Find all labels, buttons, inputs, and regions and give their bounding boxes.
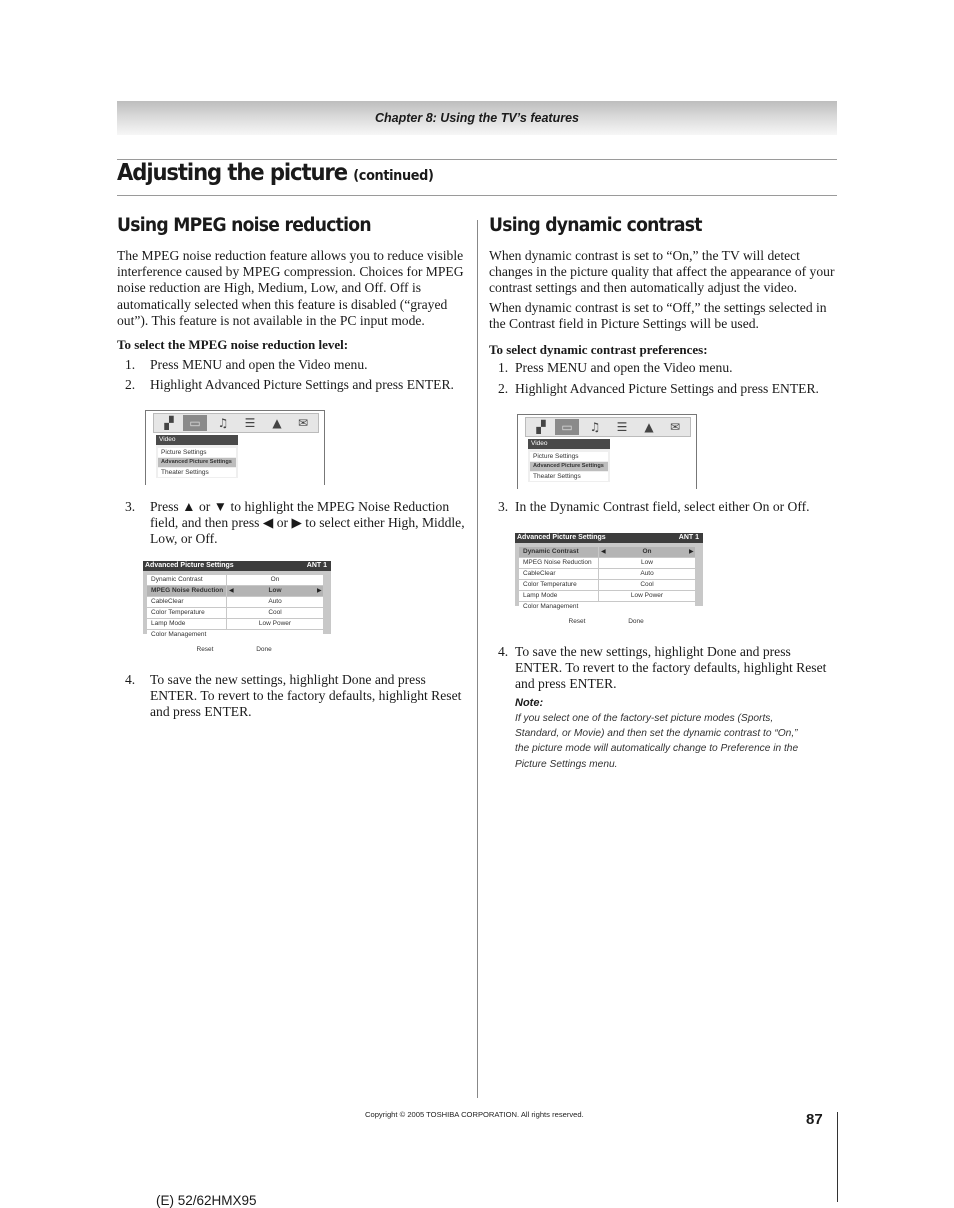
column-divider: [477, 220, 478, 1098]
chapter-header: [117, 101, 837, 135]
right-arrow-icon: ▶: [317, 588, 322, 594]
row-color-temperature: Color Temperature Cool: [147, 608, 323, 618]
page-title: Adjusting the picture (continued): [117, 160, 434, 186]
mpeg-step-2: 2. Highlight Advanced Picture Settings and press ENTER.: [125, 377, 454, 392]
page-number: 87: [806, 1111, 823, 1128]
note-label: Note:: [515, 697, 544, 709]
menu-item-picture-settings: Picture Settings: [530, 452, 608, 461]
row-dynamic-contrast: Dynamic Contrast On ◀ ▶: [519, 547, 695, 557]
dc-step-1: 1. Press MENU and open the Video menu.: [498, 360, 733, 375]
dc-step-3: 3. In the Dynamic Contrast field, select either On or Off.: [498, 499, 810, 514]
applications-icon: ✉: [669, 420, 681, 434]
row-mpeg-noise-reduction: MPEG Noise Reduction Low: [519, 558, 695, 568]
row-mpeg-noise-reduction: MPEG Noise Reduction Low ◀ ▶: [147, 586, 323, 596]
row-color-management: Color Management: [519, 602, 695, 612]
video-icon: ▭: [183, 415, 207, 431]
row-cableclear: CableClear Auto: [147, 597, 323, 607]
video-menu-title: Video: [528, 439, 610, 449]
mpeg-subhead: To select the MPEG noise reduction level:: [117, 337, 349, 352]
dynamic-contrast-intro-1: When dynamic contrast is set to “On,” the TV will detect changes in the picture quality that affect the appearance of your contrast settings and then automatically adjust the video.: [489, 248, 835, 296]
input-icon: ▞: [164, 416, 174, 430]
input-icon: ▞: [536, 420, 546, 434]
video-menu-list: [156, 445, 238, 478]
mpeg-step-3: 3. Press ▲ or ▼ to highlight the MPEG Noise Reduction field, and then press ◀ or ▶ to select either High, Middle, Low, or Off.: [125, 499, 465, 547]
menu-item-advanced-picture-settings: Advanced Picture Settings: [158, 458, 236, 467]
menu-item-theater-settings: Theater Settings: [158, 468, 236, 477]
dynamic-contrast-intro-2: When dynamic contrast is set to “Off,” the settings selected in the Contrast field in Picture Settings will be used.: [489, 300, 827, 332]
row-lamp-mode: Lamp Mode Low Power: [147, 619, 323, 629]
video-menu-screenshot: [145, 410, 325, 485]
right-arrow-icon: ▶: [689, 549, 694, 555]
page-edge-line: [837, 1112, 838, 1202]
menu-item-advanced-picture-settings: Advanced Picture Settings: [530, 462, 608, 471]
menu-icon-bar: [153, 413, 319, 433]
continued-label: (continued): [353, 168, 434, 184]
adv-settings-screenshot-dc: [515, 533, 703, 625]
menu-icon-bar: [525, 417, 691, 437]
row-dynamic-contrast: Dynamic Contrast On: [147, 575, 323, 585]
menu-item-theater-settings: Theater Settings: [530, 472, 608, 481]
video-icon: ▭: [555, 419, 579, 435]
audio-icon: ♫: [589, 420, 601, 434]
menu-item-picture-settings: Picture Settings: [158, 448, 236, 457]
lock-icon: ▲: [272, 416, 282, 430]
setup-icon: ☰: [616, 420, 628, 434]
reset-button: Reset: [558, 617, 596, 627]
copyright: Copyright © 2005 TOSHIBA CORPORATION. All rights reserved.: [365, 1110, 584, 1119]
done-button: Done: [617, 617, 655, 627]
video-menu-screenshot-2: [517, 414, 697, 489]
row-lamp-mode: Lamp Mode Low Power: [519, 591, 695, 601]
note-text: If you select one of the factory-set picture modes (Sports, Standard, or Movie) and then set the dynamic contrast to “On,” the picture mode will automatically change to Preference in the Picture Settings menu.: [515, 713, 799, 770]
chapter-title: Chapter 8: Using the TV’s features: [375, 111, 579, 125]
mpeg-heading: Using MPEG noise reduction: [117, 215, 371, 236]
row-color-temperature: Color Temperature Cool: [519, 580, 695, 590]
video-menu-title: Video: [156, 435, 238, 445]
applications-icon: ✉: [297, 416, 309, 430]
adv-settings-screenshot-mpeg: [143, 561, 331, 653]
title-rule-bottom: [117, 195, 837, 196]
reset-button: Reset: [186, 645, 224, 655]
mpeg-intro: The MPEG noise reduction feature allows you to reduce visible interference caused by MPEG compression. Choices for MPEG noise reduction are High, Medium, Low, and Off. Off is automatically selected when this feature is disabled (“grayed out”). This feature is not available in the PC input mode.: [117, 248, 464, 328]
dynamic-contrast-subhead: To select dynamic contrast preferences:: [489, 342, 708, 357]
setup-icon: ☰: [244, 416, 256, 430]
done-button: Done: [245, 645, 283, 655]
audio-icon: ♫: [217, 416, 229, 430]
dc-step-4: 4. To save the new settings, highlight Done and press ENTER. To revert to the factory defaults, highlight Reset and press ENTER.: [498, 644, 827, 692]
video-menu-list: [528, 449, 610, 482]
left-arrow-icon: ◀: [601, 549, 606, 555]
mpeg-step-4: 4. To save the new settings, highlight Done and press ENTER. To revert to the factory defaults, highlight Reset and press ENTER.: [125, 672, 462, 720]
row-color-management: Color Management: [147, 630, 323, 640]
row-cableclear: CableClear Auto: [519, 569, 695, 579]
model-number: (E) 52/62HMX95: [156, 1193, 257, 1208]
dc-step-2: 2. Highlight Advanced Picture Settings and press ENTER.: [498, 381, 819, 396]
left-arrow-icon: ◀: [229, 588, 234, 594]
adv-settings-header: Advanced Picture Settings ANT 1: [515, 533, 703, 543]
adv-settings-header: Advanced Picture Settings ANT 1: [143, 561, 331, 571]
mpeg-step-1: 1. Press MENU and open the Video menu.: [125, 357, 368, 372]
lock-icon: ▲: [644, 420, 654, 434]
dynamic-contrast-heading: Using dynamic contrast: [489, 215, 702, 236]
